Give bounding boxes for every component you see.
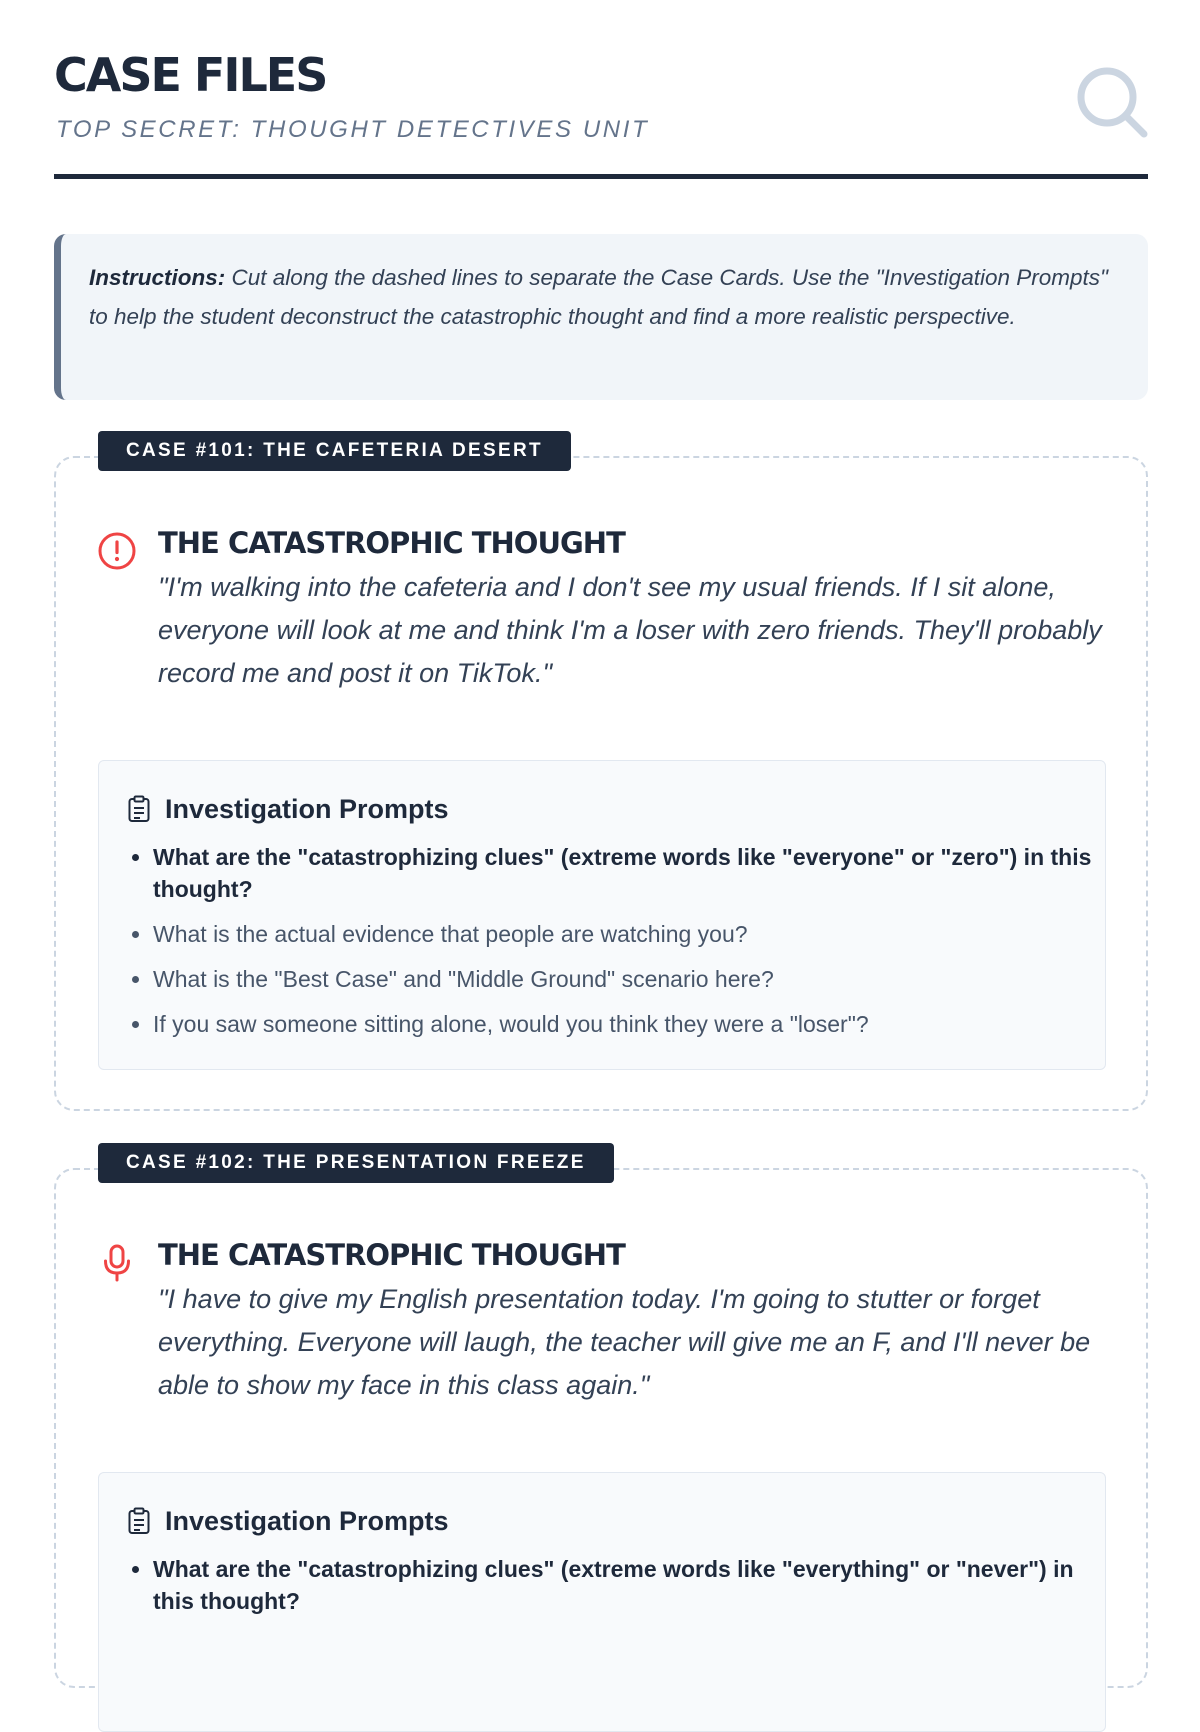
investigation-prompts bbox=[98, 1472, 1106, 1732]
worksheet-page bbox=[54, 0, 1148, 1614]
header-divider bbox=[54, 174, 1148, 179]
thought-text: "I'm walking into the cafeteria and I don't see my usual friends. If I sit alone, everyone will look at me and think I'm a loser with zero friends. They'll probably record me and post it on TikTok." bbox=[158, 572, 1102, 688]
instructions-label: Instructions: bbox=[89, 265, 226, 290]
prompt-list bbox=[125, 841, 1113, 1053]
thought-title: THE CATASTROPHIC THOUGHT bbox=[158, 526, 625, 560]
page-subtitle: TOP SECRET: THOUGHT DETECTIVES UNIT bbox=[56, 116, 650, 143]
prompt-item: • What is the "Best Case" and "Middle Ground" scenario here? bbox=[153, 963, 1113, 995]
prompt-list bbox=[125, 1553, 1113, 1630]
case-card bbox=[54, 1152, 1148, 1688]
page-title: CASE FILES bbox=[54, 48, 327, 102]
prompt-item: • What is the actual evidence that people are watching you? bbox=[153, 918, 1113, 950]
thought-title: THE CATASTROPHIC THOUGHT bbox=[158, 1238, 625, 1272]
instructions-text: Cut along the dashed lines to separate the Case Cards. Use the "Investigation Prompts" to help the student deconstruct the catastrophic thought and find a more realistic perspective. bbox=[89, 265, 1108, 329]
case-tag: CASE #101: THE CAFETERIA DESERT bbox=[98, 431, 571, 471]
search-icon[interactable] bbox=[1076, 66, 1148, 138]
page-header bbox=[54, 0, 1148, 182]
case-card bbox=[54, 440, 1148, 1111]
alert-circle-icon bbox=[96, 530, 138, 572]
prompt-item: • What are the "catastrophizing clues" (extreme words like "everything" or "never") in this thought? bbox=[153, 1553, 1113, 1617]
clipboard-icon bbox=[127, 795, 151, 823]
investigation-prompts bbox=[98, 760, 1106, 1070]
prompts-title: Investigation Prompts bbox=[165, 794, 449, 824]
clipboard-icon bbox=[127, 1507, 151, 1535]
thought-text: "I have to give my English presentation today. I'm going to stutter or forget everything. Everyone will laugh, the teacher will give me an F, and I'll never be able to show my face in this class again." bbox=[158, 1284, 1091, 1400]
microphone-icon bbox=[96, 1242, 138, 1284]
prompt-item: • If you saw someone sitting alone, would you think they were a "loser"? bbox=[153, 1008, 1113, 1040]
prompts-title: Investigation Prompts bbox=[165, 1506, 449, 1536]
prompt-item: • What are the "catastrophizing clues" (extreme words like "everyone" or "zero") in this thought? bbox=[153, 841, 1113, 905]
case-tag: CASE #102: THE PRESENTATION FREEZE bbox=[98, 1143, 614, 1183]
instructions-box bbox=[54, 234, 1148, 400]
